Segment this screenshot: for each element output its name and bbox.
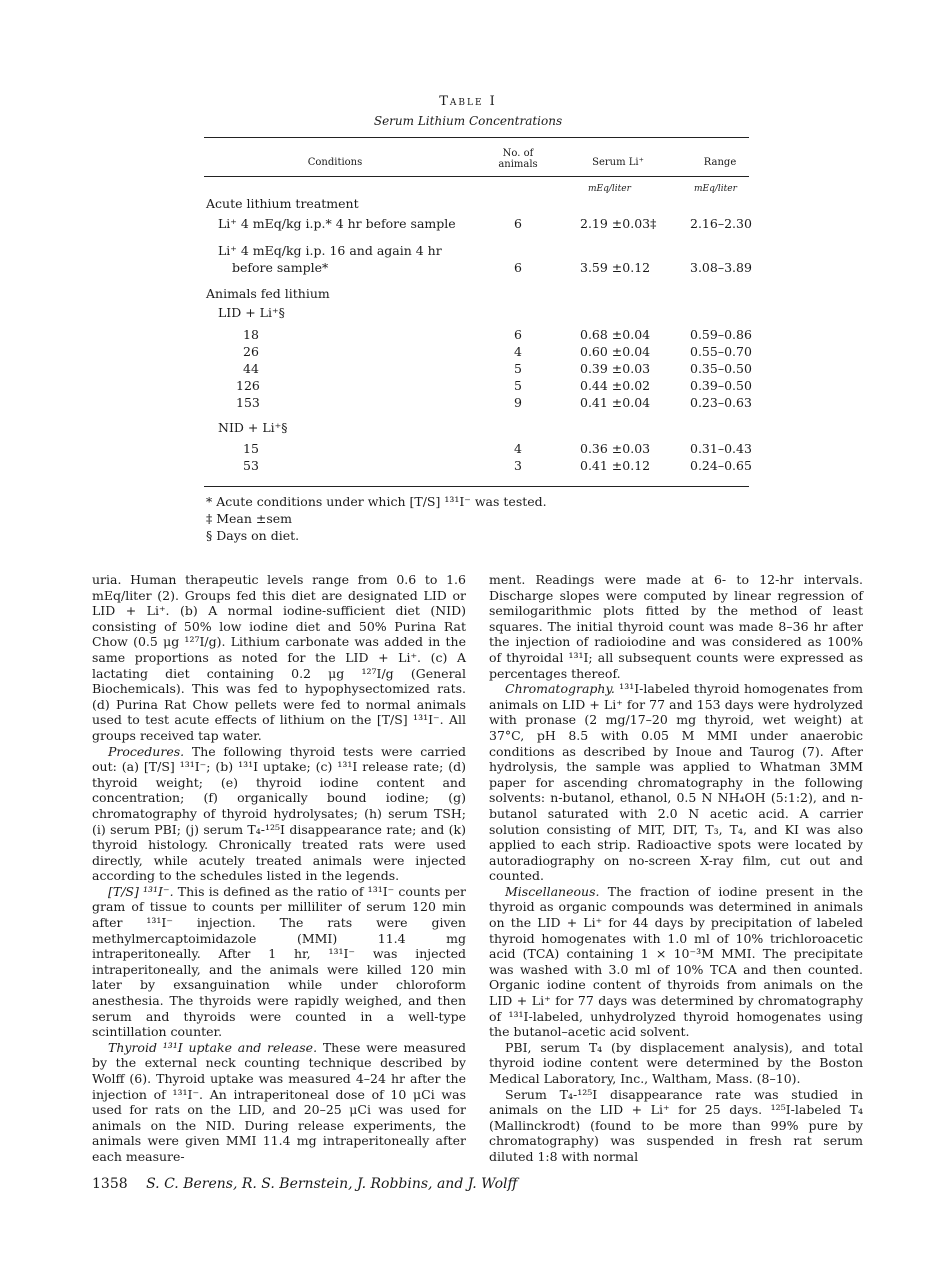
header-serum-li: Serum Li⁺ (592, 157, 644, 168)
acute-row1-li: 2.19 ±0.03‡ (580, 216, 657, 231)
acute-row1-condition: Li⁺ 4 mEq/kg i.p.* 4 hr before sample (218, 216, 456, 231)
table-label: Table I (439, 94, 497, 109)
acute-row2-li: 3.59 ±0.12 (580, 260, 651, 275)
header-no-animals: No. of animals (498, 148, 538, 170)
paragraph-heading: Miscellaneous. (505, 883, 600, 899)
unit-range: mEq/liter (694, 184, 737, 194)
paragraph-text: These were measured by the external neck counting technique described by Wolff (6). Thyroid uptake was measured 4–24 hr after the injection of ¹³¹I⁻. An intraperitoneal dose of 10 μCi was used for rats on the LID, and 20–25 μCi was used for animals on the NID. During release experiments, the animals were given MMI 11.4 mg intraperitoneally after each measure- (92, 1039, 467, 1164)
paragraph: PBI, serum T₄ (by displacement analysis), and total thyroid iodine content were determined by the Boston Medical Laboratory, Inc., Waltham, Mass. (8–10). (489, 1039, 863, 1086)
table-cell-n: 9 (514, 395, 522, 410)
footnote-acute: * Acute conditions under which [T/S] ¹³¹I⁻ was tested. (206, 494, 547, 509)
paragraph-text: This is defined as the ratio of ¹³¹I⁻ counts per gram of tissue to counts per milliliter of serum 120 min after ¹³¹I⁻ injection. The rats were given methylmercaptoimidazole (MMI) 11.4 mg intraperitoneally. After 1 hr, ¹³¹I⁻ was injected intraperitoneally, and the animals were killed 120 min later by exsanguination while under chloroform anesthesia. The thyroids were rapidly weighed, and then serum and thyroids were counted in a well-type scintillation counter. (92, 883, 467, 1040)
header-range: Range (703, 157, 737, 168)
acute-row1-n: 6 (514, 216, 522, 231)
acute-row2-condition-line2: before sample* (232, 260, 329, 275)
paragraph (489, 884, 863, 1040)
table-cell-range: 0.55–0.70 (690, 344, 752, 359)
paragraph: ment. Readings were made at 6- to 12-hr intervals. Discharge slopes were computed by linear regression of semilogarithmic plots fitted by the method of least squares. The initial thyroid count was made 8–36 hr after the injection of radioiodine and was considered as 100% of thyroidal ¹³¹I; all subsequent counts were expressed as percentages thereof. (489, 572, 863, 681)
paragraph (92, 744, 466, 884)
table-cell-li: 0.41 ±0.04 (580, 395, 651, 410)
paragraph: uria. Human therapeutic levels range from 0.6 to 1.6 mEq/liter (2). Groups fed this diet are designated LID or LID + Li⁺. (b) A normal iodine-sufficient diet (NID) consisting of 50% low iodine diet and 50% Purina Rat Chow (0.5 μg ¹²⁷I/g). Lithium carbonate was added in the same proportions as noted for the LID + Li⁺. (c) A lactating diet containing 0.2 μg ¹²⁷I/g (General Biochemicals). This was fed to hypophysectomized rats. (d) Purina Rat Chow pellets were fed to normal animals used to test acute effects of lithium on the [T/S] ¹³¹I⁻. All groups received tap water. (92, 572, 466, 743)
table-cell-range: 0.59–0.86 (690, 327, 752, 342)
table-row: 53 (243, 458, 259, 473)
table-cell-li: 0.44 ±0.02 (580, 378, 651, 393)
table-cell-range: 0.35–0.50 (690, 361, 752, 376)
paragraph-heading: Procedures. (108, 743, 185, 759)
paragraph (92, 884, 466, 1040)
paragraph-heading: Thyroid ¹³¹I uptake and release. (108, 1039, 318, 1055)
table-row: 44 (243, 361, 259, 376)
unit-serum-li: mEq/liter (588, 184, 631, 194)
paragraph-text: The following thyroid tests were carried out: (a) [T/S] ¹³¹I⁻; (b) ¹³¹I uptake; (c) ¹³¹I release rate; (d) thyroid weight; (e) thyroid iodine content and concentration; (f) organically bound iodine; (g) chromatography of thyroid hydrolysates; (h) serum TSH; (i) serum PBI; (j) serum T₄-¹²⁵I disappearance rate; and (k) thyroid histology. Chronically treated rats were used directly, while acutely treated animals were injected according to the schedules listed in the legends. (92, 743, 466, 884)
right-column (489, 572, 863, 1165)
table-row: 153 (236, 395, 260, 410)
left-column (92, 572, 466, 1165)
paragraph-heading: Chromatography. (505, 681, 615, 697)
acute-row2-condition-line1: Li⁺ 4 mEq/kg i.p. 16 and again 4 hr (218, 243, 442, 258)
paragraph-heading: [T/S] ¹³¹I⁻. (108, 883, 174, 899)
table-cell-n: 6 (514, 327, 522, 342)
page-number: 1358 (92, 1176, 128, 1192)
table-cell-li: 0.41 ±0.12 (580, 458, 651, 473)
table-cell-range: 0.31–0.43 (690, 441, 752, 456)
table-cell-n: 5 (514, 361, 522, 376)
acute-row2-n: 6 (514, 260, 522, 275)
page-footer (92, 1176, 517, 1192)
table-top-rule (204, 137, 749, 138)
table-cell-n: 3 (514, 458, 522, 473)
subgroup-nid: NID + Li⁺§ (218, 420, 288, 435)
table-cell-li: 0.39 ±0.03 (580, 361, 651, 376)
group-fed: Animals fed lithium (206, 286, 330, 301)
table-cell-range: 0.23–0.63 (690, 395, 752, 410)
table-cell-n: 4 (514, 441, 522, 456)
table-bottom-rule (204, 486, 749, 487)
table-cell-range: 0.39–0.50 (690, 378, 752, 393)
paragraph (92, 1040, 466, 1165)
header-conditions: Conditions (307, 157, 363, 168)
table-caption: Serum Lithium Concentrations (373, 114, 563, 128)
paragraph: Serum T₄-¹²⁵I disappearance rate was studied in animals on the LID + Li⁺ for 25 days. ¹²⁵I-labeled T₄ (Mallinckrodt) (found to be more than 99% pure by chromatography) was suspended in fresh rat serum diluted 1:8 with normal (489, 1086, 863, 1164)
table-row: 126 (236, 378, 260, 393)
paragraph-text: ¹³¹I-labeled thyroid homogenates from animals on LID + Li⁺ for 77 and 153 days were hydrolyzed with pronase (2 mg/17–20 mg thyroid, wet weight) at 37°C, pH 8.5 with 0.05 M MMI under anaerobic conditions as described by Inoue and Taurog (7). After hydrolysis, the sample was applied to Whatman 3MM paper for ascending chromatography in the following solvents: n-butanol, ethanol, 0.5 N NH₄OH (5:1:2), and n-butanol saturated with 2.0 N acetic acid. A carrier solution consisting of MIT, DIT, T₃, T₄, and KI was also applied to each strip. Radioactive spots were located by autoradiography on no-screen X-ray film, cut out and counted. (489, 681, 863, 884)
acute-row2-range: 3.08–3.89 (690, 260, 752, 275)
author-line: S. C. Berens, R. S. Bernstein, J. Robbins, and J. Wolff (146, 1176, 518, 1192)
table-row: 15 (243, 441, 259, 456)
table-cell-n: 5 (514, 378, 522, 393)
acute-row1-range: 2.16–2.30 (690, 216, 752, 231)
table-row: 18 (243, 327, 259, 342)
table-header-rule (204, 176, 749, 177)
table-cell-li: 0.60 ±0.04 (580, 344, 651, 359)
footnote-days: § Days on diet. (206, 528, 300, 543)
paragraph (489, 681, 863, 884)
table-cell-li: 0.68 ±0.04 (580, 327, 651, 342)
table-cell-n: 4 (514, 344, 522, 359)
group-acute: Acute lithium treatment (206, 196, 359, 211)
table-row: 26 (243, 344, 259, 359)
footnote-mean: ‡ Mean ±sem (206, 511, 293, 526)
table-cell-range: 0.24–0.65 (690, 458, 752, 473)
paragraph-text: The fraction of iodine present in the thyroid as organic compounds was determined in animals on the LID + Li⁺ for 44 days by precipitation of labeled thyroid homogenates with 1.0 ml of 10% trichloroacetic acid (TCA) containing 1 × 10⁻³M MMI. The precipitate was washed with 3.0 ml of 10% TCA and then counted. Organic iodine content of thyroids from animals on the LID + Li⁺ for 77 days was determined by chromatography of ¹³¹I-labeled, unhydrolyzed thyroid homogenates using the butanol–acetic acid solvent. (489, 883, 863, 1040)
subgroup-lid: LID + Li⁺§ (218, 305, 285, 320)
table-cell-li: 0.36 ±0.03 (580, 441, 651, 456)
